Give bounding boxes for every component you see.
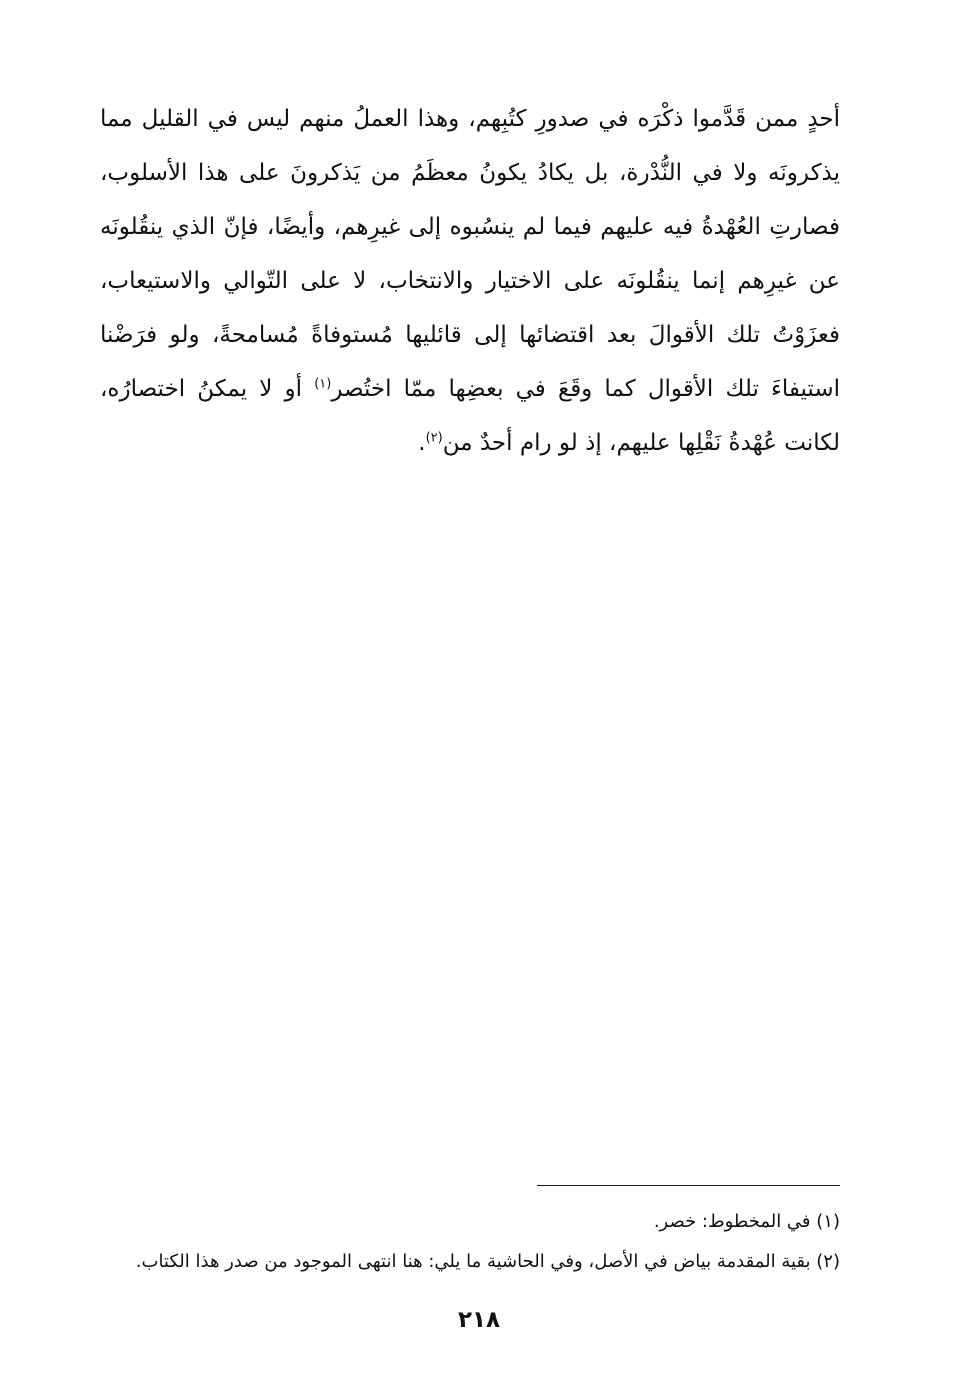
page-number: ٢١٨ [457,1307,501,1333]
body-line-6-start: استيفاءَ تلك الأقوال كما وقَعَ في بعضِها ممّا اختُصر [331,376,840,402]
body-line-6 [100,362,840,416]
body-text [100,92,840,470]
footnote-reference-1: (١) [314,376,332,392]
body-line-4: عن غيرِهم إنما ينقُلونَه على الاختيار والانتخاب، لا على التّوالي والاستيعاب، [100,268,840,294]
body-line-1: أحدٍ ممن قَدَّموا ذكْرَه في صدورِ كتُبِهم، وهذا العملُ منهم ليس في القليل مما [100,106,840,132]
footnote-2: (٢) بقية المقدمة بياض في الأصل، وفي الحاشية ما يلي: هنا انتهى الموجود من صدر هذا الكتاب. [135,1251,840,1272]
footnote-separator [537,1185,840,1186]
body-line-2: يذكرونَه ولا في النُّدْرة، بل يكادُ يكونُ معظَمُ من يَذكرونَ على هذا الأسلوب، [100,160,840,186]
footnote-reference-2: (٢) [425,430,443,446]
body-line-5: فعزَوْتُ تلك الأقوالَ بعد اقتضائها إلى قائليها مُستوفاةً مُسامحةً، ولو فرَضْنا [100,322,840,348]
body-line-7 [100,416,840,470]
body-line-7-text: لكانت عُهْدةُ نَقْلِها عليهم، إذ لو رام أحدٌ من [442,430,840,456]
body-line-3: فصارتِ العُهْدةُ فيه عليهم فيما لم ينسُبوه إلى غيرِهم، وأيضًا، فإنّ الذي ينقُلونَه [100,214,840,240]
footnote-1: (١) في المخطوط: خصر. [653,1211,840,1232]
closing-period: . [418,430,426,456]
footnotes [100,1202,840,1282]
body-line-6-end: أو لا يمكنُ اختصارُه، [100,376,303,402]
